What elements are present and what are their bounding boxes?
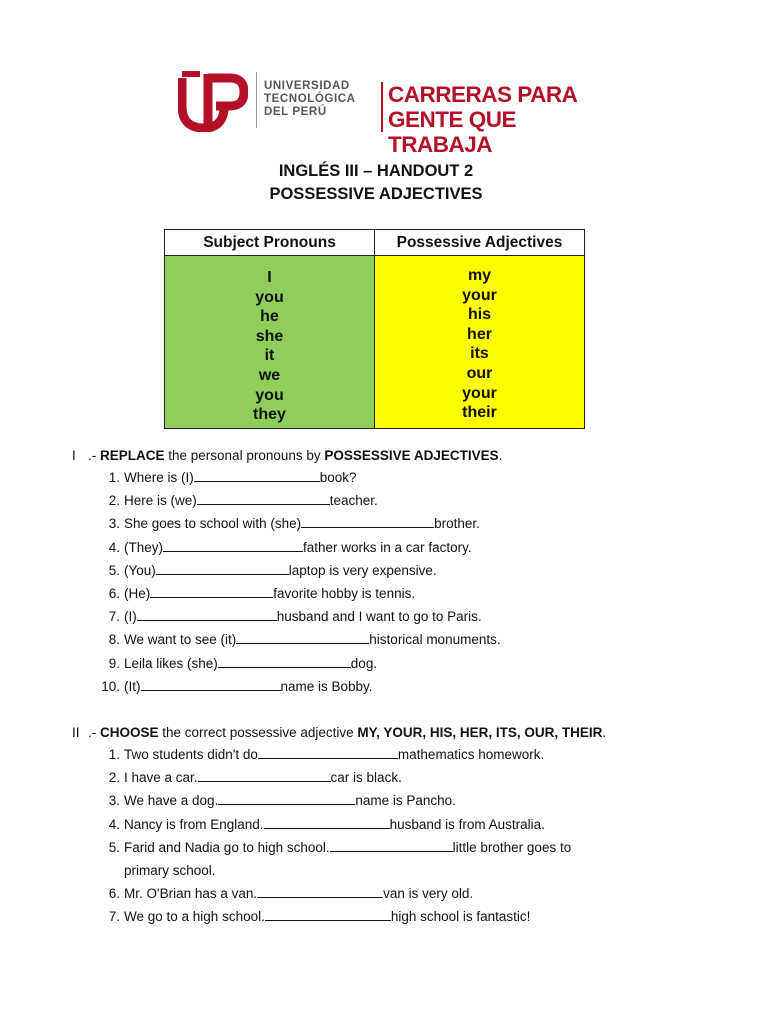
section-1-prefix: .-: [88, 448, 100, 463]
answer-blank[interactable]: [194, 468, 320, 482]
list-item: [98, 582, 502, 605]
possessive-item: your: [462, 384, 497, 402]
table-body-row: [165, 256, 585, 429]
possessive-item: their: [462, 404, 497, 422]
section-2-verb: CHOOSE: [100, 725, 159, 740]
answer-blank[interactable]: [137, 607, 277, 621]
item-number: 5.: [108, 562, 120, 578]
subject-item: they: [253, 406, 286, 424]
item-prompt: She goes to school with (she): [124, 516, 302, 532]
item-prompt: We have a dog.: [124, 793, 219, 809]
item-prompt: Farid and Nadia go to high school.: [124, 839, 330, 855]
item-number: 1.: [108, 747, 120, 762]
item-number: 2.: [108, 493, 120, 509]
slogan-divider: [381, 82, 383, 132]
item-continuation: high school is fantastic!: [390, 909, 531, 925]
item-number: 5.: [108, 839, 120, 855]
list-item: [98, 559, 502, 582]
answer-blank[interactable]: [150, 584, 273, 598]
item-text: [124, 743, 544, 766]
answer-blank[interactable]: [236, 630, 369, 644]
possessive-item: my: [467, 267, 492, 284]
item-number: 3.: [108, 516, 120, 532]
item-text: [124, 675, 373, 698]
item-text: [124, 789, 456, 812]
answer-blank[interactable]: [218, 654, 351, 668]
section-1-suffix: .: [498, 448, 503, 463]
item-continuation: name is Pancho.: [355, 793, 456, 809]
item-number: 6.: [108, 886, 120, 902]
item-text: [124, 536, 472, 559]
section-1-target: POSSESSIVE ADJECTIVES: [324, 448, 499, 463]
item-prompt: Leila likes (she): [124, 655, 218, 671]
subject-pronouns-cell: [165, 256, 375, 429]
exercise-list-2: [98, 743, 606, 929]
university-line-3: DEL PERÚ: [264, 106, 327, 118]
item-continuation: car is black.: [330, 770, 402, 786]
list-item: [98, 675, 502, 698]
utp-logo-icon: [178, 70, 248, 132]
item-text: [124, 882, 473, 905]
subject-item: he: [260, 308, 279, 326]
list-item: [98, 882, 606, 905]
subject-item: you: [255, 386, 284, 404]
list-item: [98, 836, 606, 882]
answer-blank[interactable]: [198, 768, 331, 782]
possessive-adjectives-header: Possessive Adjectives: [375, 230, 585, 256]
item-continuation: husband and I want to go to Paris.: [276, 609, 482, 625]
subject-item: it: [264, 347, 275, 365]
title-line-1: INGLÉS III – HANDOUT 2: [278, 162, 474, 180]
item-number: 7.: [108, 609, 120, 625]
section-1-heading: [72, 446, 502, 466]
item-prompt: We go to a high school.: [124, 909, 265, 925]
item-number: 6.: [108, 585, 120, 601]
item-prompt: Where is (I): [124, 470, 194, 485]
answer-blank[interactable]: [330, 838, 453, 852]
item-continuation: book?: [319, 470, 357, 485]
item-text: [124, 466, 357, 489]
list-item: [98, 605, 502, 628]
item-continuation: brother.: [434, 516, 480, 532]
item-continuation: husband is from Australia.: [389, 816, 545, 832]
list-item: [98, 905, 606, 928]
page-title: [0, 160, 752, 206]
item-text: [124, 813, 545, 836]
item-prompt: (You): [124, 562, 156, 578]
logo-divider: [256, 72, 257, 128]
section-2-number: II: [72, 725, 80, 740]
list-item: [98, 789, 606, 812]
item-number: 4.: [108, 816, 120, 832]
item-prompt: Mr. O'Brian has a van.: [124, 886, 258, 902]
list-item: [98, 743, 606, 766]
item-continuation: favorite hobby is tennis.: [273, 585, 416, 601]
answer-blank[interactable]: [197, 491, 330, 505]
exercise-section-2: [72, 723, 606, 929]
subject-pronouns-header: Subject Pronouns: [165, 230, 375, 256]
possessive-adjectives-cell: [375, 256, 585, 429]
university-name: [264, 80, 356, 119]
item-number: 2.: [108, 770, 120, 786]
item-prompt: (I): [124, 609, 137, 625]
answer-blank[interactable]: [258, 745, 398, 759]
item-number: 8.: [108, 632, 120, 648]
item-text: [124, 489, 378, 512]
item-text: [124, 628, 501, 651]
item-continuation: little brother goes to primary school.: [124, 839, 572, 878]
item-continuation: father works in a car factory.: [303, 539, 472, 555]
list-item: [98, 766, 606, 789]
list-item: [98, 536, 502, 559]
item-prompt: Two students didn't do: [124, 747, 258, 762]
item-prompt: (They): [124, 539, 164, 555]
item-text: [124, 559, 437, 582]
item-continuation: dog.: [350, 655, 378, 671]
item-prompt: (It): [124, 678, 141, 694]
slogan-line-2: GENTE QUE TRABAJA: [388, 107, 517, 157]
item-continuation: van is very old.: [383, 886, 474, 902]
slogan-line-1: CARRERAS PARA: [388, 82, 578, 107]
list-item: [98, 512, 502, 535]
item-number: 3.: [108, 793, 120, 809]
subject-item: she: [255, 327, 284, 345]
exercise-list-1: [98, 466, 502, 698]
slogan: [388, 82, 598, 157]
list-item: [98, 489, 502, 512]
section-1-verb: REPLACE: [100, 448, 165, 463]
section-1-number: I: [72, 448, 76, 463]
list-item: [98, 813, 606, 836]
list-item: [98, 466, 502, 489]
answer-blank[interactable]: [156, 561, 289, 575]
item-continuation: teacher.: [329, 493, 378, 509]
item-prompt: (He): [124, 585, 151, 601]
item-prompt: Nancy is from England.: [124, 816, 264, 832]
answer-blank[interactable]: [163, 538, 303, 552]
item-number: 1.: [108, 470, 120, 485]
item-text: [124, 605, 482, 628]
answer-blank[interactable]: [141, 677, 281, 691]
university-line-2: TECNOLÓGICA: [264, 93, 356, 105]
item-prompt: I have a car.: [124, 770, 198, 786]
list-item: [98, 628, 502, 651]
item-number: 7.: [108, 909, 120, 925]
list-item: [98, 652, 502, 675]
answer-blank[interactable]: [218, 791, 355, 805]
section-2-suffix: .: [602, 725, 607, 740]
answer-blank[interactable]: [257, 884, 383, 898]
item-text: [124, 905, 530, 928]
answer-blank[interactable]: [264, 815, 390, 829]
item-text: [124, 652, 377, 675]
possessive-item: her: [467, 325, 492, 343]
subject-item: I: [267, 269, 272, 286]
item-continuation: historical monuments.: [369, 632, 501, 648]
section-2-instruction: the correct possessive adjective: [158, 725, 358, 740]
possessive-item: your: [462, 286, 497, 304]
item-text: [124, 766, 402, 789]
section-2-heading: [72, 723, 606, 743]
title-line-2: POSSESSIVE ADJECTIVES: [269, 185, 483, 203]
possessive-item: its: [470, 345, 489, 363]
subject-item: you: [255, 288, 284, 306]
item-text: [124, 836, 594, 882]
section-1-instruction: the personal pronouns by: [164, 448, 325, 463]
item-text: [124, 512, 480, 535]
possessive-item: his: [467, 306, 492, 324]
item-continuation: laptop is very expensive.: [288, 562, 437, 578]
section-2-prefix: .-: [88, 725, 100, 740]
item-text: [124, 582, 415, 605]
item-number: 9.: [108, 655, 120, 671]
answer-blank[interactable]: [301, 514, 434, 528]
pronoun-table: [164, 229, 585, 429]
section-2-target: MY, YOUR, HIS, HER, ITS, OUR, THEIR: [357, 725, 603, 740]
item-continuation: mathematics homework.: [397, 747, 545, 762]
item-prompt: We want to see (it): [124, 632, 237, 648]
answer-blank[interactable]: [265, 907, 391, 921]
item-prompt: Here is (we): [124, 493, 197, 509]
subject-item: we: [258, 366, 281, 384]
item-continuation: name is Bobby.: [280, 678, 373, 694]
item-number: 4.: [108, 539, 120, 555]
exercise-section-1: [72, 446, 502, 698]
possessive-item: our: [466, 364, 493, 382]
item-number: 10.: [101, 678, 120, 694]
header: [178, 68, 598, 157]
table-header-row: [165, 230, 585, 256]
university-line-1: UNIVERSIDAD: [264, 80, 350, 92]
